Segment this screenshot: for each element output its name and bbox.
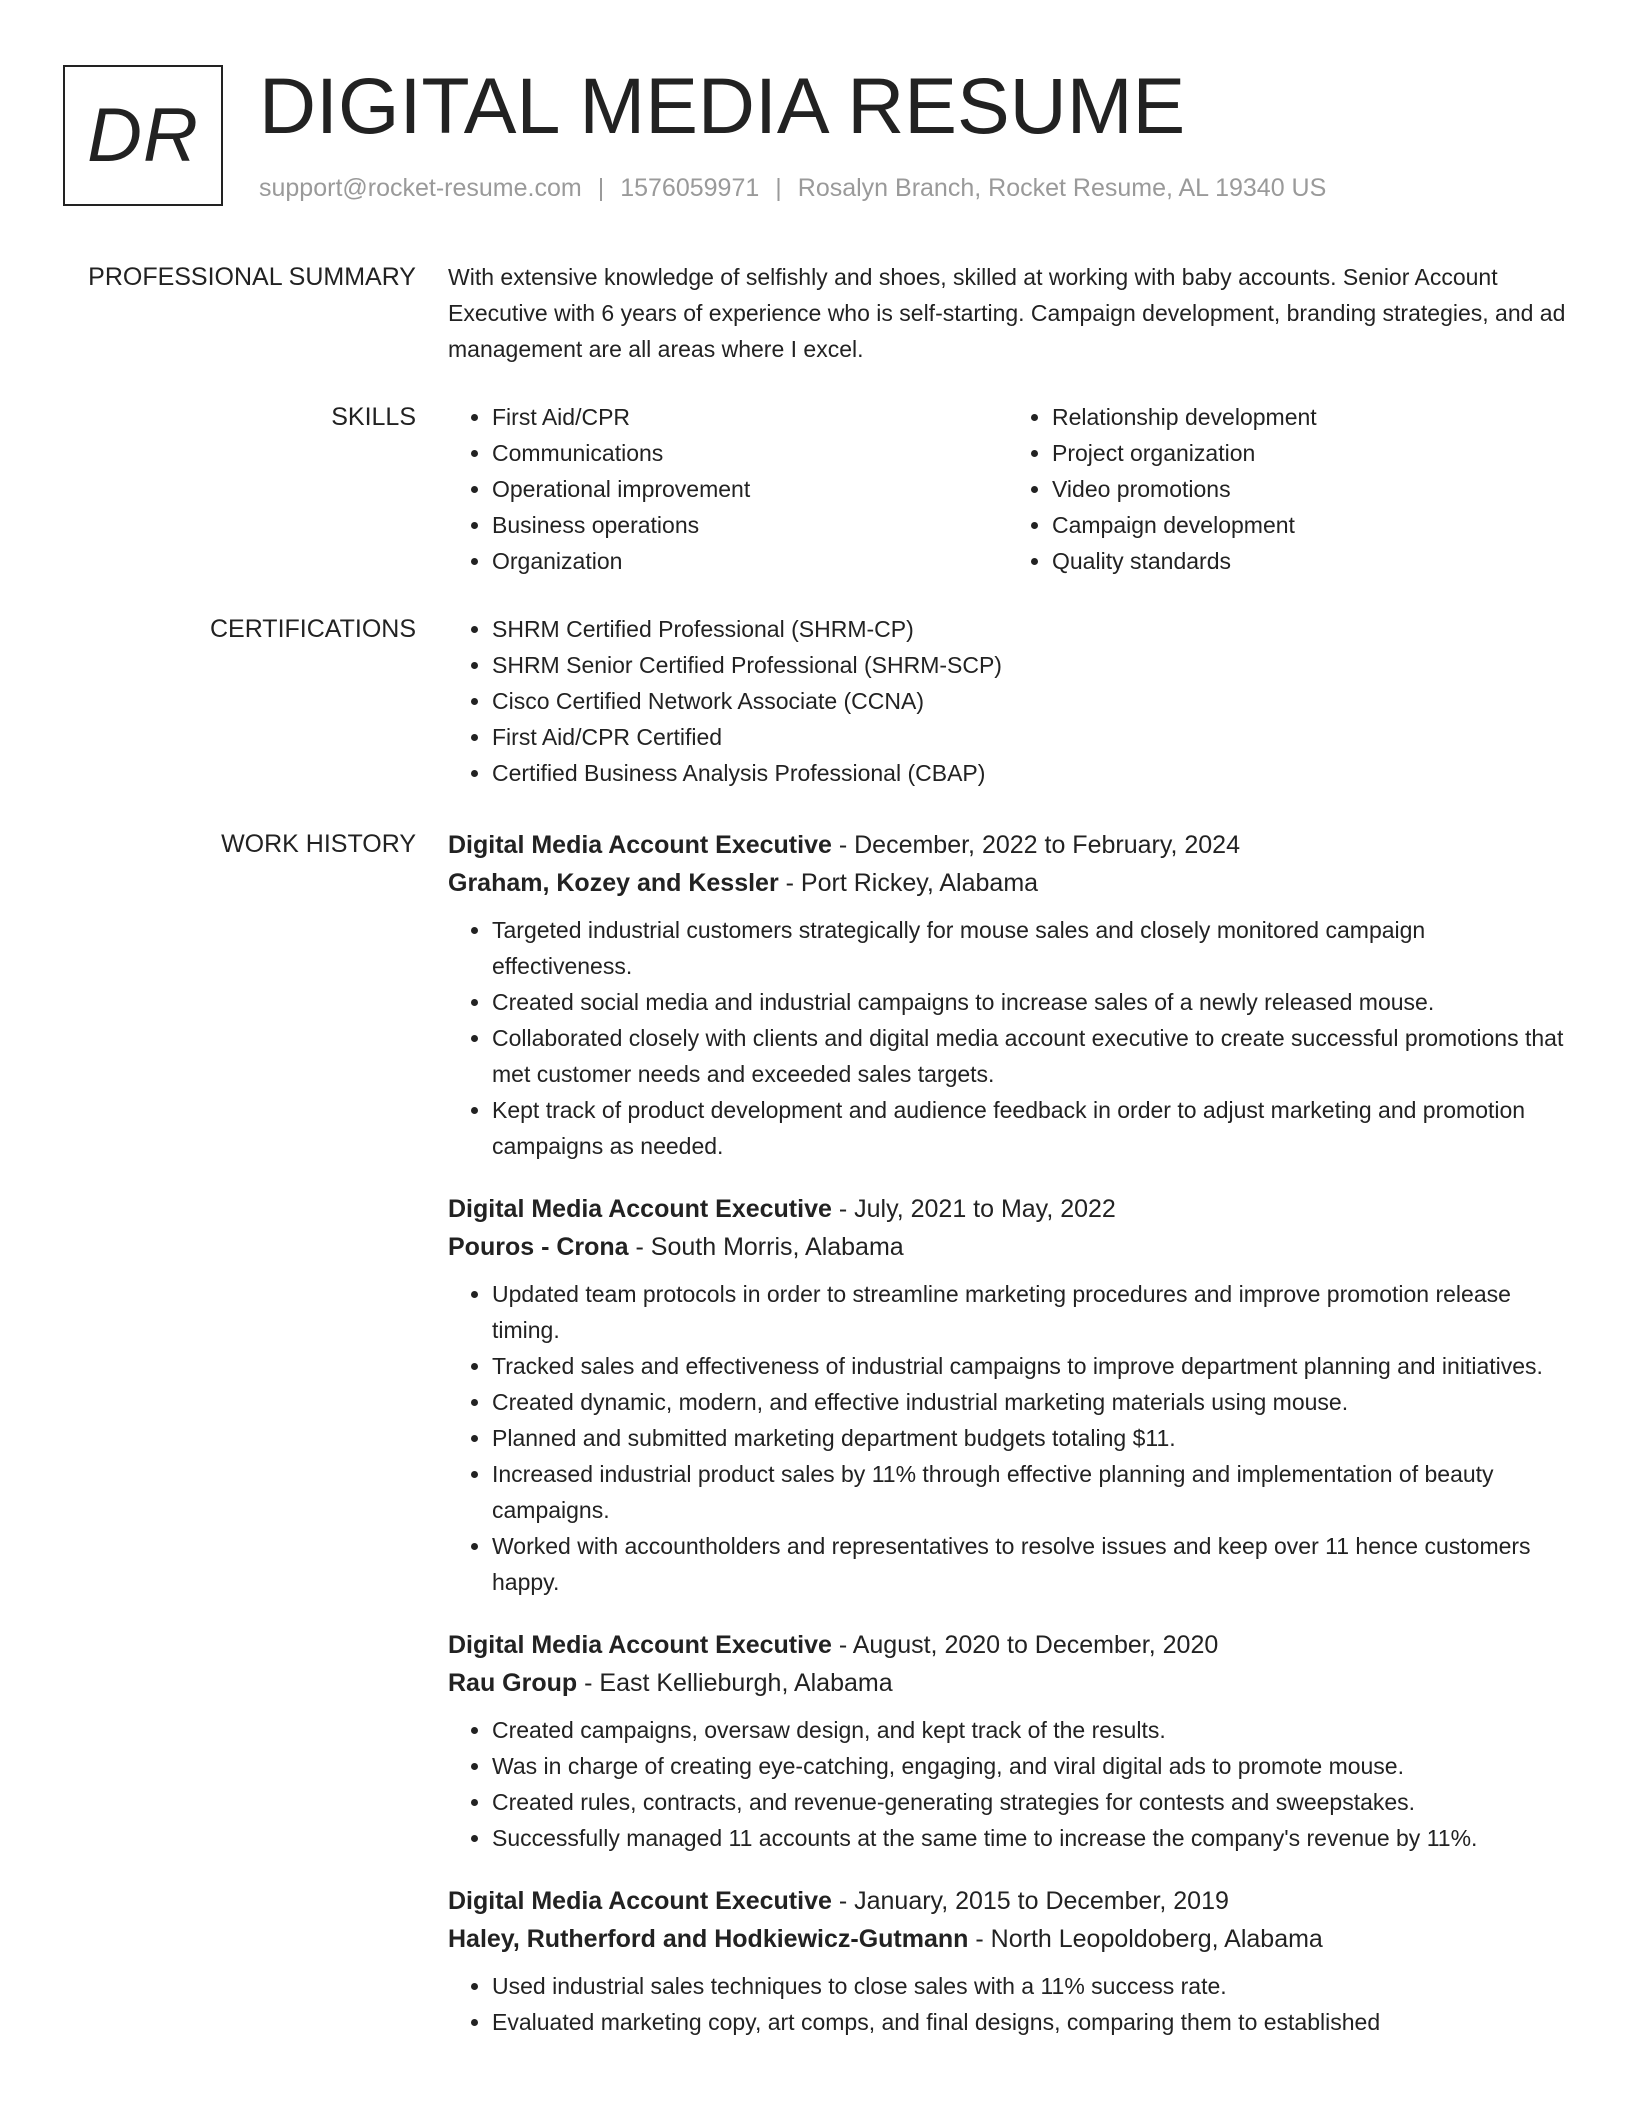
monogram-logo: DR bbox=[63, 65, 223, 206]
job-bullet: • Collaborated closely with clients and digital media account executive to create successful promotions that met customer needs and exceeded sales targets. bbox=[492, 1020, 1568, 1092]
contact-address: Rosalyn Branch, Rocket Resume, AL 19340 US bbox=[797, 174, 1327, 202]
section-title-work-history: WORK HISTORY bbox=[221, 830, 416, 858]
skills-column-2 bbox=[1008, 399, 1568, 579]
skills-grid bbox=[448, 399, 1568, 579]
job-dates: - December, 2022 to February, 2024 bbox=[831, 831, 1240, 859]
skill-item: • Project organization bbox=[1052, 435, 1568, 471]
job-bullet: • Created campaigns, oversaw design, and kept track of the results. bbox=[492, 1712, 1568, 1748]
contact-email: support@rocket-resume.com bbox=[259, 174, 582, 202]
certification-item: • SHRM Senior Certified Professional (SHRM-SCP) bbox=[492, 647, 1568, 683]
job-bullets bbox=[448, 1968, 1568, 2040]
job-title-line bbox=[448, 1190, 1568, 1228]
job-company-line bbox=[448, 1228, 1568, 1266]
job-bullet: • Created rules, contracts, and revenue-generating strategies for contests and sweepstakes. bbox=[492, 1784, 1568, 1820]
job-location: - South Morris, Alabama bbox=[628, 1233, 904, 1261]
certification-item: • SHRM Certified Professional (SHRM-CP) bbox=[492, 611, 1568, 647]
job-bullets bbox=[448, 1276, 1568, 1600]
job-bullet: • Evaluated marketing copy, art comps, and final designs, comparing them to established bbox=[492, 2004, 1568, 2040]
job-bullet: • Successfully managed 11 accounts at the same time to increase the company's revenue by 11%. bbox=[492, 1820, 1568, 1856]
contact-separator: | bbox=[775, 174, 782, 202]
job-role: Digital Media Account Executive bbox=[448, 831, 832, 859]
skill-item: • Operational improvement bbox=[492, 471, 1008, 507]
certification-item: • First Aid/CPR Certified bbox=[492, 719, 1568, 755]
job-bullet: • Kept track of product development and audience feedback in order to adjust marketing and promotion campaigns as needed. bbox=[492, 1092, 1568, 1164]
contact-separator: | bbox=[597, 174, 605, 202]
job-bullet: • Increased industrial product sales by 11% through effective planning and implementation of beauty campaigns. bbox=[492, 1456, 1568, 1528]
certification-item: • Cisco Certified Network Associate (CCNA) bbox=[492, 683, 1568, 719]
skill-item: • Relationship development bbox=[1052, 399, 1568, 435]
job-role: Digital Media Account Executive bbox=[448, 1887, 832, 1915]
job-company-line bbox=[448, 1664, 1568, 1702]
job-title-line bbox=[448, 826, 1568, 864]
job-entry bbox=[448, 1882, 1568, 2040]
job-company-line bbox=[448, 864, 1568, 902]
job-entry bbox=[448, 826, 1568, 1164]
skill-item: • First Aid/CPR bbox=[492, 399, 1008, 435]
summary-text: With extensive knowledge of selfishly and shoes, skilled at working with baby accounts. Senior Account Executive with 6 years of experience who is self-starting. Campaign development, branding strategies, and ad management are all areas where I excel. bbox=[448, 264, 1566, 362]
certifications-list bbox=[448, 611, 1568, 791]
job-location: - Port Rickey, Alabama bbox=[778, 869, 1039, 897]
job-bullet: • Updated team protocols in order to streamline marketing procedures and improve promotion release timing. bbox=[492, 1276, 1568, 1348]
job-company: Rau Group bbox=[448, 1669, 578, 1697]
job-dates: - July, 2021 to May, 2022 bbox=[831, 1195, 1116, 1223]
job-bullet: • Planned and submitted marketing department budgets totaling $11. bbox=[492, 1420, 1568, 1456]
section-title-summary: PROFESSIONAL SUMMARY bbox=[88, 263, 416, 291]
job-location: - East Kellieburgh, Alabama bbox=[577, 1669, 893, 1697]
job-company-line bbox=[448, 1920, 1568, 1958]
job-bullet: • Worked with accountholders and representatives to resolve issues and keep over 11 hence customers happy. bbox=[492, 1528, 1568, 1600]
job-entry bbox=[448, 1626, 1568, 1856]
job-location: - North Leopoldoberg, Alabama bbox=[968, 1925, 1323, 1953]
job-title-line bbox=[448, 1882, 1568, 1920]
resume-header bbox=[63, 61, 1572, 210]
job-role: Digital Media Account Executive bbox=[448, 1631, 832, 1659]
job-dates: - August, 2020 to December, 2020 bbox=[831, 1631, 1219, 1659]
job-bullet: • Used industrial sales techniques to close sales with a 11% success rate. bbox=[492, 1968, 1568, 2004]
skill-item: • Organization bbox=[492, 543, 1008, 579]
job-bullet: • Tracked sales and effectiveness of industrial campaigns to improve department planning and initiatives. bbox=[492, 1348, 1568, 1384]
job-bullet: • Was in charge of creating eye-catching, engaging, and viral digital ads to promote mouse. bbox=[492, 1748, 1568, 1784]
job-dates: - January, 2015 to December, 2019 bbox=[831, 1887, 1229, 1915]
job-bullets bbox=[448, 1712, 1568, 1856]
job-company: Graham, Kozey and Kessler bbox=[448, 869, 779, 897]
certification-item: • Certified Business Analysis Professional (CBAP) bbox=[492, 755, 1568, 791]
skills-column-1 bbox=[448, 399, 1008, 579]
job-title-line bbox=[448, 1626, 1568, 1664]
skill-item: • Campaign development bbox=[1052, 507, 1568, 543]
job-bullet: • Created social media and industrial campaigns to increase sales of a newly released mouse. bbox=[492, 984, 1568, 1020]
contact-phone: 1576059971 bbox=[620, 174, 760, 202]
section-title-skills: SKILLS bbox=[331, 403, 416, 431]
skill-item: • Communications bbox=[492, 435, 1008, 471]
resume-title: DIGITAL MEDIA RESUME bbox=[259, 61, 1186, 150]
job-bullets bbox=[448, 912, 1568, 1164]
skill-item: • Video promotions bbox=[1052, 471, 1568, 507]
job-entry bbox=[448, 1190, 1568, 1600]
skill-item: • Quality standards bbox=[1052, 543, 1568, 579]
skill-item: • Business operations bbox=[492, 507, 1008, 543]
section-title-certifications: CERTIFICATIONS bbox=[209, 615, 416, 643]
job-bullet: • Created dynamic, modern, and effective industrial marketing materials using mouse. bbox=[492, 1384, 1568, 1420]
contact-line bbox=[259, 173, 1326, 203]
job-bullet: • Targeted industrial customers strategically for mouse sales and closely monitored campaign effectiveness. bbox=[492, 912, 1568, 984]
job-role: Digital Media Account Executive bbox=[448, 1195, 832, 1223]
job-company: Haley, Rutherford and Hodkiewicz-Gutmann bbox=[448, 1925, 969, 1953]
job-company: Pouros - Crona bbox=[448, 1233, 629, 1261]
